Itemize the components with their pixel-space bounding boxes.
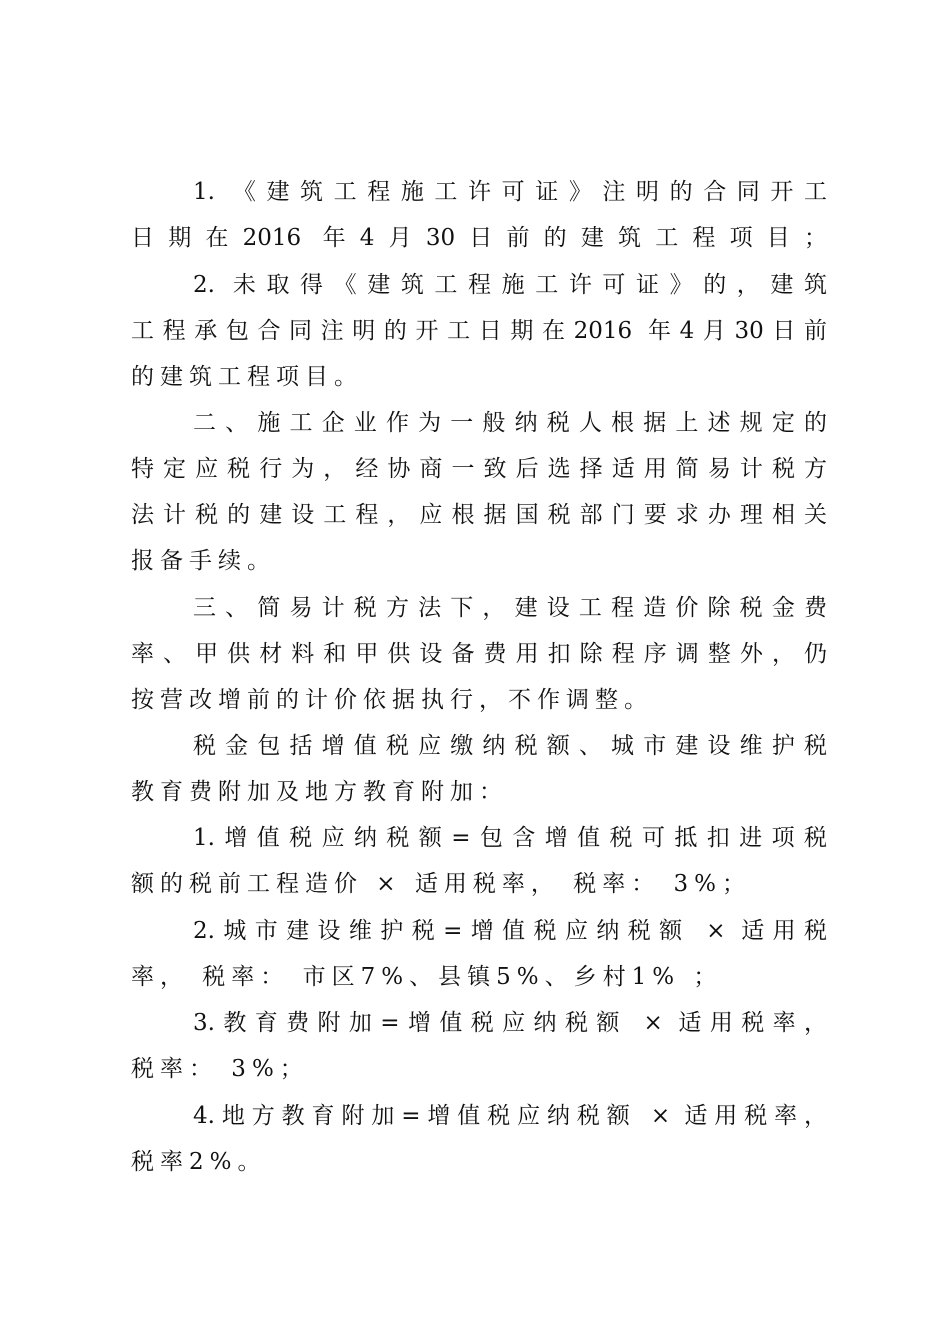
paragraph-4-line-1: 三、简易计税方法下，建设工程造价除税金费: [193, 595, 827, 621]
paragraph-4-line-2: 率、甲供材料和甲供设备费用扣除程序调整外，仍: [131, 641, 827, 667]
item-3-line-1: 3.教育费附加=增值税应纳税额 × 适用税率，: [193, 1010, 827, 1036]
paragraph-1-line-2: 日期在2016 年4月30日前的建筑工程项目；: [131, 225, 827, 251]
paragraph-5-line-2: 教育费附加及地方教育附加：: [131, 779, 508, 805]
paragraph-3-line-2: 特定应税行为，经协商一致后选择适用简易计税方: [131, 456, 827, 482]
paragraph-5-line-1: 税金包括增值税应缴纳税额、城市建设维护税: [193, 733, 827, 759]
item-2-line-1: 2.城市建设维护税=增值税应纳税额 × 适用税: [193, 918, 827, 944]
paragraph-3-line-3: 法计税的建设工程，应根据国税部门要求办理相关: [131, 502, 827, 528]
item-1-line-1: 1.增值税应纳税额=包含增值税可抵扣进项税: [193, 825, 827, 851]
paragraph-1-line-1: 1. 《建筑工程施工许可证》注明的合同开工: [193, 179, 827, 205]
paragraph-3-line-1: 二、施工企业作为一般纳税人根据上述规定的: [193, 410, 827, 436]
item-1-line-2: 额的税前工程造价 × 适用税率， 税率： 3%；: [131, 871, 752, 897]
item-3-line-2: 税率： 3%；: [131, 1056, 309, 1082]
paragraph-2-line-2: 工程承包合同注明的开工日期在2016 年4月30日前: [131, 318, 827, 344]
paragraph-2-line-3: 的建筑工程项目。: [131, 364, 363, 390]
paragraph-4-line-3: 按营改增前的计价依据执行，不作调整。: [131, 687, 653, 713]
item-2-line-2: 率， 税率： 市区7%、县镇5%、乡村1% ；: [131, 964, 723, 990]
item-4-line-1: 4.地方教育附加=增值税应纳税额 × 适用税率，: [193, 1103, 827, 1129]
paragraph-2-line-1: 2. 未取得《建筑工程施工许可证》的，建筑: [193, 272, 827, 298]
item-4-line-2: 税率2%。: [131, 1149, 267, 1175]
paragraph-3-line-4: 报备手续。: [131, 548, 276, 574]
